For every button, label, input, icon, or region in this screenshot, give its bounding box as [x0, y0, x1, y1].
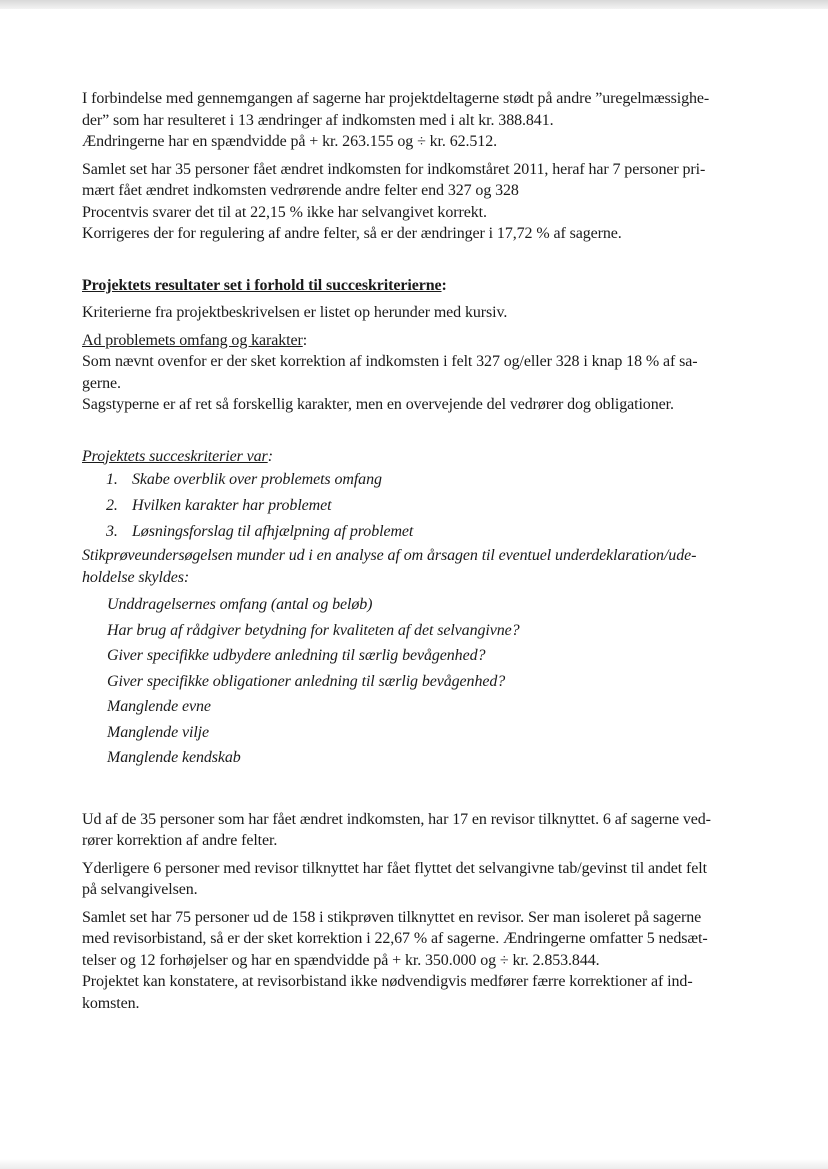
text-line: gerne.	[82, 374, 121, 392]
text-line: Sagstyperne er af ret så forskellig karakter, men en overvejende del vedrører dog obligationer.	[82, 396, 674, 413]
text-line: Samlet set har 75 personer ud de 158 i stikprøven tilknyttet en revisor. Ser man isoleret på sagerne	[82, 908, 702, 926]
causes-list	[82, 592, 757, 771]
text-line: I forbindelse med gennemgangen af sagerne har projektdeltagerne stødt på andre ”uregelmæssighe-	[82, 90, 710, 107]
list-item: Manglende evne	[107, 698, 211, 715]
section-heading: Projektets resultater set i forhold til succeskriterierne	[82, 276, 442, 294]
text-line: der” som har resulteret i 13 ændringer af indkomsten med i alt kr. 388.841.	[82, 111, 554, 129]
text-line: mært fået ændret indkomsten vedrørende andre felter end 327 og 328	[82, 182, 519, 199]
list-number: 3.	[106, 523, 118, 540]
text-line: rører korrektion af andre felter.	[82, 832, 278, 849]
section-heading-block	[82, 275, 757, 297]
success-heading: Projektets succeskriterier var	[82, 447, 268, 465]
text-line: komsten.	[82, 994, 140, 1012]
list-item: Giver specifikke obligationer anledning til særlig bevågenhed?	[107, 672, 506, 690]
list-item: Har brug af rådgiver betydning for kvaliteten af det selvangivne?	[107, 621, 520, 639]
criteria-intro: Kriterierne fra projektbeskrivelsen er listet op herunder med kursiv.	[82, 304, 508, 321]
text-line: Ud af de 35 personer som har fået ændret indkomsten, har 17 en revisor tilknyttet. 6 af sagerne ved-	[82, 810, 711, 828]
text-line: Yderligere 6 personer med revisor tilknyttet har fået flyttet det selvangivne tab/gevinst til andet felt	[82, 859, 707, 877]
list-text: Hvilken karakter har problemet	[132, 497, 332, 514]
scope-heading-colon: :	[302, 331, 308, 349]
list-item: Manglende vilje	[107, 723, 210, 741]
list-item: Giver specifikke udbydere anledning til særlig bevågenhed?	[107, 647, 486, 664]
list-item	[82, 493, 757, 519]
text-line: telser og 12 forhøjelser og har en spændvidde på + kr. 350.000 og ÷ kr. 2.853.844.	[82, 951, 600, 969]
text-line: Korrigeres der for regulering af andre felter, så er der ændringer i 17,72 % af sagerne.	[82, 225, 622, 242]
scope-heading: Ad problemets omfang og karakter	[82, 331, 303, 349]
text-line: med revisorbistand, så er der sket korrektion i 22,67 % af sagerne. Ændringerne omfatter 5 nedsæt-	[82, 930, 708, 947]
success-heading-colon: :	[267, 447, 273, 465]
list-number: 1.	[106, 471, 118, 488]
criteria-intro-paragraph	[82, 302, 757, 324]
revisor-paragraph-3	[82, 907, 757, 1015]
scan-bottom-edge	[0, 1159, 828, 1169]
text-line: Projektet kan konstatere, at revisorbistand ikke nødvendigvis medfører færre korrektioner af ind-	[82, 973, 693, 990]
list-text: Skabe overblik over problemets omfang	[132, 471, 382, 488]
text-line: holdelse skyldes:	[82, 568, 190, 586]
success-criteria-list	[82, 467, 757, 545]
document-page	[82, 88, 757, 1014]
list-item: Unddragelsernes omfang (antal og beløb)	[107, 596, 373, 613]
text-line: på selvangivelsen.	[82, 881, 198, 898]
text-line: Ændringerne har en spændvidde på + kr. 263.155 og ÷ kr. 62.512.	[82, 133, 498, 150]
text-line: Som nævnt ovenfor er der sket korrektion af indkomsten i felt 327 og/eller 328 i knap 18 % af sa-	[82, 353, 698, 370]
scope-paragraph	[82, 330, 757, 416]
success-criteria-block	[82, 446, 757, 771]
intro-paragraph	[82, 88, 757, 153]
revisor-paragraph-1	[82, 809, 757, 852]
list-item: Manglende kendskab	[107, 749, 241, 766]
text-line: Samlet set har 35 personer fået ændret indkomsten for indkomståret 2011, heraf har 7 personer pri-	[82, 160, 706, 178]
list-item	[82, 467, 757, 493]
list-text: Løsningsforslag til afhjælpning af problemet	[132, 523, 414, 540]
scan-top-edge	[0, 0, 828, 9]
text-line: Procentvis svarer det til at 22,15 % ikke har selvangivet korrekt.	[82, 203, 487, 221]
section-heading-colon: :	[441, 276, 447, 294]
text-line: Stikprøveundersøgelsen munder ud i en analyse af om årsagen til eventuel underdeklaration/ude-	[82, 547, 697, 564]
list-number: 2.	[106, 497, 118, 514]
revisor-paragraph-2	[82, 858, 757, 901]
summary-paragraph	[82, 159, 757, 245]
list-item	[82, 519, 757, 545]
